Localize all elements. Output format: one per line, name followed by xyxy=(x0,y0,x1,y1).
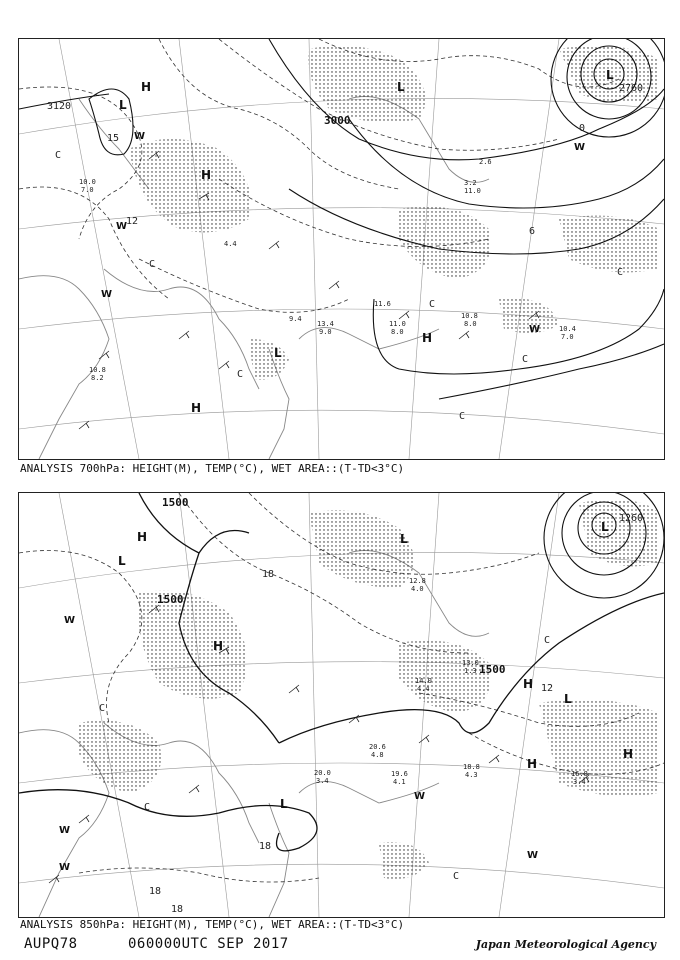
warm-mark: W xyxy=(59,825,71,836)
temp-label-15: 15 xyxy=(107,133,120,144)
temp-label-12: 12 xyxy=(541,683,554,694)
station-dewpoint-depression: 7.0 xyxy=(81,186,94,194)
high-center: H xyxy=(137,530,148,544)
station-temp: 11.0 xyxy=(464,187,481,195)
low-center: L xyxy=(606,68,614,82)
station-temp: 19.6 xyxy=(391,770,408,778)
station-temp: 12.8 xyxy=(409,577,426,585)
cold-mark: C xyxy=(617,267,624,278)
cold-mark: C xyxy=(149,259,156,270)
warm-mark: W xyxy=(527,850,539,861)
low-center: L xyxy=(564,692,572,706)
low-center: L xyxy=(118,554,126,568)
cold-mark: C xyxy=(55,150,62,161)
temp-label-0: 0 xyxy=(579,123,586,134)
warm-mark: W xyxy=(59,862,71,873)
valid-time: 060000UTC SEP 2017 xyxy=(128,936,289,952)
station-dewpoint-depression: 4.3 xyxy=(465,771,478,779)
warm-mark: W xyxy=(134,131,146,142)
station-temp: 13.4 xyxy=(317,320,334,328)
station-dewpoint-depression: 2.6 xyxy=(479,158,492,166)
station-temp: 11.0 xyxy=(389,320,406,328)
warm-mark: W xyxy=(574,142,586,153)
map-panel-850hpa xyxy=(18,492,665,918)
height-label-1500: 1500 xyxy=(157,593,184,606)
temp-label-18: 18 xyxy=(259,841,272,852)
station-temp: 13.0 xyxy=(462,659,479,667)
station-temp: 14.0 xyxy=(415,677,432,685)
station-dewpoint-depression: 8.0 xyxy=(391,328,404,336)
cold-mark: C xyxy=(237,369,244,380)
map-850hpa-canvas xyxy=(19,493,664,917)
height-label-1500: 1500 xyxy=(479,663,506,676)
high-center: H xyxy=(141,80,152,94)
cold-mark: C xyxy=(459,411,466,422)
station-dewpoint-depression: 4.4 xyxy=(417,685,430,693)
product-code: AUPQ78 xyxy=(24,936,78,952)
low-center: L xyxy=(280,797,288,811)
station-dewpoint-depression: 7.0 xyxy=(561,333,574,341)
height-label-2760: 2760 xyxy=(619,83,644,94)
map-panel-700hpa xyxy=(18,38,665,460)
low-center: L xyxy=(601,520,609,534)
cold-mark: C xyxy=(99,703,106,714)
temp-label-18: 18 xyxy=(262,569,275,580)
cold-mark: C xyxy=(522,354,529,365)
station-dewpoint-depression: 3.4 xyxy=(573,778,586,786)
cold-mark: C xyxy=(429,299,436,310)
temp-label-18: 18 xyxy=(171,904,184,915)
station-temp: 10.8 xyxy=(89,366,106,374)
station-dewpoint-depression: 9.0 xyxy=(319,328,332,336)
low-center: L xyxy=(400,532,408,546)
temp-label-12: 12 xyxy=(126,216,139,227)
warm-mark: W xyxy=(414,791,426,802)
station-dewpoint-depression: 4.8 xyxy=(371,751,384,759)
high-center: H xyxy=(213,639,224,653)
high-center: H xyxy=(527,757,538,771)
panel-caption-850hpa: ANALYSIS 850hPa: HEIGHT(M), TEMP(°C), WET AREA::(T-TD<3°C) xyxy=(20,918,405,931)
station-temp: 11.6 xyxy=(374,300,391,308)
station-temp: 10.4 xyxy=(559,325,576,333)
cold-mark: C xyxy=(453,871,460,882)
station-temp: 9.4 xyxy=(289,315,302,323)
height-label-3120: 3120 xyxy=(47,101,72,112)
wet-area xyxy=(79,500,659,879)
station-temp: 3.2 xyxy=(464,179,477,187)
station-dewpoint-depression: 3.4 xyxy=(316,777,329,785)
temp-label-18: 18 xyxy=(149,886,162,897)
high-center: H xyxy=(523,677,534,691)
high-center: H xyxy=(201,168,212,182)
high-center: H xyxy=(623,747,634,761)
station-dewpoint-depression: 4.0 xyxy=(411,585,424,593)
low-center: L xyxy=(397,80,405,94)
panel-caption-700hpa: ANALYSIS 700hPa: HEIGHT(M), TEMP(°C), WET AREA::(T-TD<3°C) xyxy=(20,462,405,475)
station-temp: 16.8 xyxy=(571,770,588,778)
station-dewpoint-depression: 4.4 xyxy=(224,240,237,248)
map-700hpa-canvas xyxy=(19,39,664,459)
coastline xyxy=(19,97,489,460)
cold-mark: C xyxy=(144,802,151,813)
station-temp: 20.6 xyxy=(369,743,386,751)
cold-mark: C xyxy=(544,635,551,646)
height-label-1260: 1260 xyxy=(619,513,644,524)
station-dewpoint-depression: 8.0 xyxy=(464,320,477,328)
warm-mark: W xyxy=(64,615,76,626)
low-center: L xyxy=(274,346,282,360)
station-dewpoint-depression: 1.3 xyxy=(464,667,477,675)
height-label-1500: 1500 xyxy=(162,496,189,509)
temp-label-6: 6 xyxy=(529,226,536,237)
agency-credit: Japan Meteorological Agency xyxy=(475,938,656,951)
warm-mark: W xyxy=(116,221,128,232)
station-temp: 20.0 xyxy=(314,769,331,777)
high-center: H xyxy=(191,401,202,415)
warm-mark: W xyxy=(101,289,113,300)
station-temp: 18.8 xyxy=(463,763,480,771)
warm-mark: W xyxy=(529,324,541,335)
height-label-3000: 3000 xyxy=(324,114,351,127)
station-temp: 10.8 xyxy=(461,312,478,320)
station-dewpoint-depression: 8.2 xyxy=(91,374,104,382)
station-temp: 10.0 xyxy=(79,178,96,186)
low-center: L xyxy=(119,98,127,112)
station-dewpoint-depression: 4.1 xyxy=(393,778,406,786)
high-center: H xyxy=(422,331,433,345)
